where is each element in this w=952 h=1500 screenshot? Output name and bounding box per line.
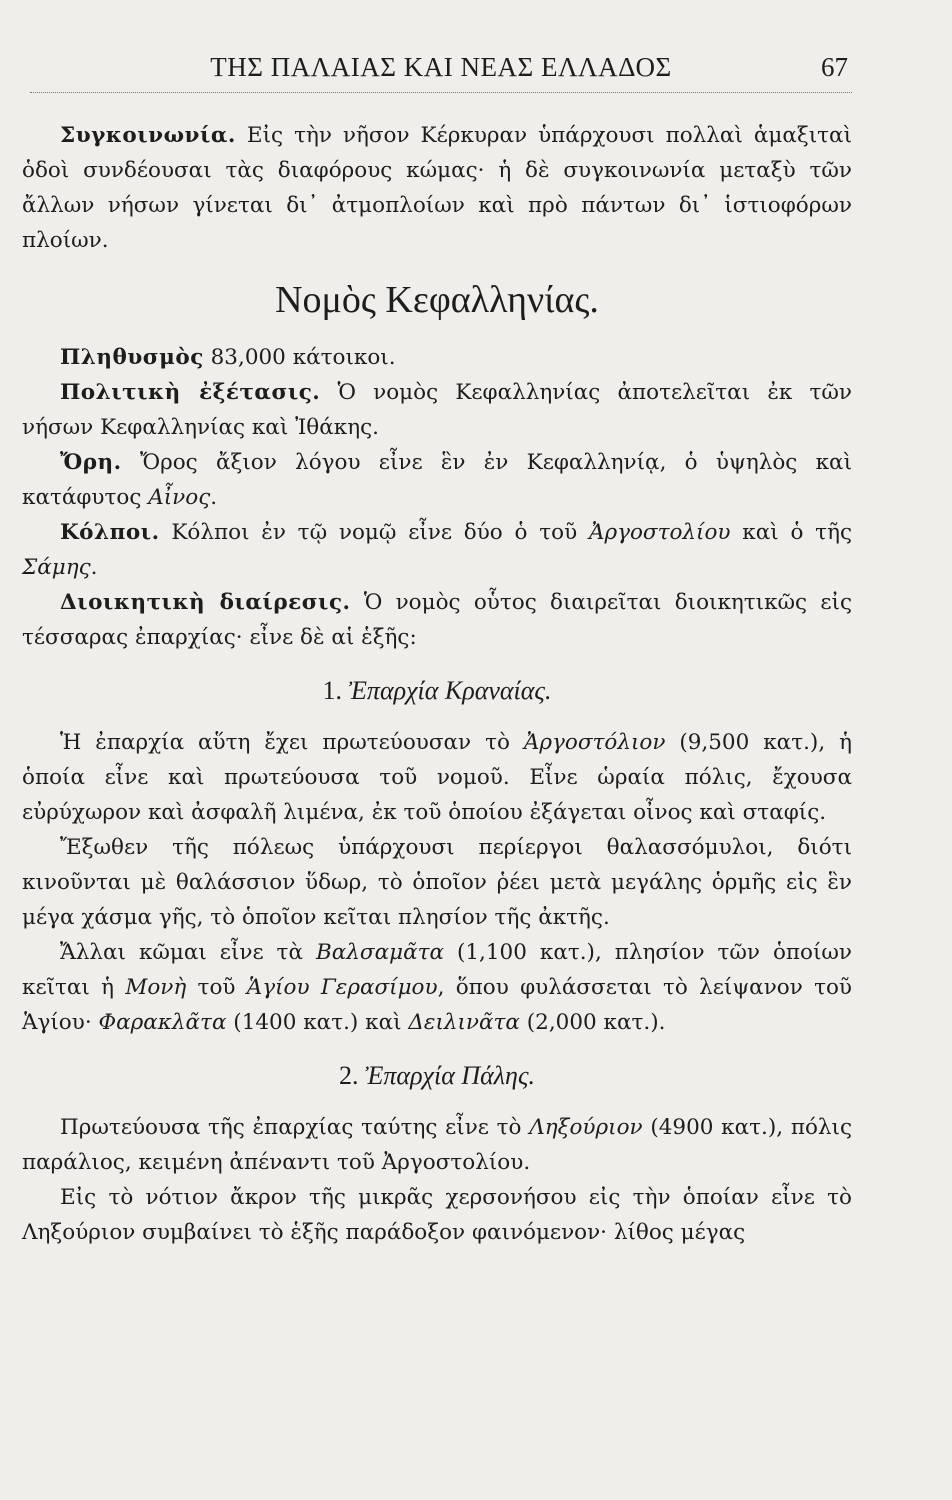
subsection-title-pali — [22, 1056, 852, 1096]
paragraph-text: Πρωτεύουσα τῆς ἐπαρχίας ταύτης εἶνε τὸ — [60, 1115, 530, 1140]
paragraph-text: Ὁ νομὸς Κεφαλληνίας ἀποτελεῖται ἐκ τῶν νήσων Κεφαλληνίας καὶ Ἰθάκης. — [22, 380, 852, 440]
paragraph-text: (9,500 κατ.), ἡ ὁποία εἶνε καὶ πρωτεύουσα τοῦ νομοῦ. Εἶνε ὡραία πόλις, ἔχουσα εὐρύχωρον καὶ ἀσφαλῆ λιμένα, ἐκ τοῦ ὁποίου ἐξάγεται οἶνος καὶ σταφίς. — [22, 730, 852, 825]
paragraph-text: , ὅπου φυλάσσεται τὸ λείψανον τοῦ Ἁγίου· — [22, 975, 852, 1035]
paragraph-text: (1,100 κατ.), πλησίον τῶν ὁποίων κεῖται ἡ — [22, 940, 852, 1000]
italic-name: Αἶνος — [148, 485, 211, 510]
heading-division: Διοικητικὴ διαίρεσις. — [60, 590, 351, 615]
paragraph-text: καὶ ὁ τῆς — [730, 520, 852, 545]
running-header — [30, 52, 852, 93]
paragraph-text: Ἄλλαι κῶμαι εἶνε τὰ — [60, 940, 316, 965]
subsection-name: Ἐπαρχία Πάλης. — [364, 1061, 535, 1090]
paragraph-villages — [22, 935, 852, 1040]
paragraph-gulfs — [22, 515, 852, 585]
heading-population: Πληθυσμὸς — [60, 345, 204, 370]
heading-communication: Συγκοινωνία. — [60, 123, 236, 148]
paragraph-phenomenon: Εἰς τὸ νότιον ἄκρον τῆς μικρᾶς χερσονήσου εἰς τὴν ὁποίαν εἶνε τὸ Ληξούριον συμβαίνει τὸ ἑξῆς παράδοξον φαινόμενον· λίθος μέγας — [22, 1185, 852, 1245]
paragraph-communication — [22, 118, 852, 258]
italic-name: Μονὴ — [125, 975, 187, 1000]
paragraph-text: Ὄρος ἄξιον λόγου εἶνε ἓν ἐν Κεφαλληνίᾳ, ὁ ὑψηλὸς καὶ κατάφυτος — [22, 450, 852, 510]
paragraph-text: (1400 κατ.) καὶ — [226, 1010, 409, 1035]
paragraph-text: Ἡ ἐπαρχία αὕτη ἔχει πρωτεύουσαν τὸ — [60, 730, 524, 755]
page-body — [22, 118, 852, 1250]
italic-name: Δειλινᾶτα — [408, 1010, 520, 1035]
paragraph-mountains — [22, 445, 852, 515]
paragraph-political — [22, 375, 852, 445]
paragraph-text: Κόλποι ἐν τῷ νομῷ εἶνε δύο ὁ τοῦ — [159, 520, 589, 545]
italic-name: Φαρακλᾶτα — [98, 1010, 227, 1035]
italic-name: Βαλσαμᾶτα — [315, 940, 444, 965]
paragraph-text: Εἰς τὴν νῆσον Κέρκυραν ὑπάρχουσι πολλαὶ ἁμαξιταὶ ὁδοὶ συνδέουσαι τὰς διαφόρους κώμας· ἡ δὲ συγκοινωνία μεταξὺ τῶν ἄλλων νήσων γίνεται δι᾽ ἀτμοπλοίων καὶ πρὸ πάντων δι᾽ ἱστιοφόρων πλοίων. — [22, 123, 852, 253]
paragraph-division — [22, 585, 852, 655]
subsection-number: 2. — [338, 1061, 359, 1090]
italic-name: Ἀργοστόλιον — [523, 730, 666, 755]
paragraph-population — [22, 340, 852, 375]
heading-mountains: Ὄρη. — [60, 450, 122, 475]
subsection-title-kranaia — [22, 671, 852, 711]
paragraph-text: 83,000 κάτοικοι. — [203, 345, 396, 370]
italic-name: Ἁγίου Γερασίμου — [246, 975, 438, 1000]
paragraph-text: . — [210, 485, 218, 510]
heading-gulfs: Κόλποι. — [60, 520, 160, 545]
italic-name: Σάμης — [22, 555, 91, 580]
paragraph-text: (4900 κατ.), πόλις παράλιος, κειμένη ἀπέναντι τοῦ Ἀργοστολίου. — [22, 1115, 852, 1175]
subsection-number: 1. — [322, 676, 343, 705]
italic-name: Ληξούριον — [529, 1115, 643, 1140]
paragraph-text: (2,000 κατ.). — [519, 1010, 666, 1035]
subsection-name: Ἐπαρχία Κραναίας. — [348, 676, 552, 705]
paragraph-sea-mills: Ἔξωθεν τῆς πόλεως ὑπάρχουσι περίεργοι θαλασσόμυλοι, διότι κινοῦνται μὲ θαλάσσιον ὕδωρ, τὸ ὁποῖον ῥέει μετὰ μεγάλης ὁρμῆς εἰς ἓν μέγα χάσμα γῆς, τὸ ὁποῖον κεῖται πλησίον τῆς ἀκτῆς. — [22, 835, 852, 930]
page-number: 67 — [821, 52, 848, 82]
header-title: ΤΗΣ ΠΑΛΑΙΑΣ ΚΑΙ ΝΕΑΣ ΕΛΛΑΔΟΣ — [210, 52, 672, 82]
paragraph-text: . — [90, 555, 98, 580]
italic-name: Ἀργοστολίου — [588, 520, 731, 545]
paragraph-text: Ὁ νομὸς οὗτος διαιρεῖται διοικητικῶς εἰς τέσσαρας ἐπαρχίας· εἶνε δὲ αἱ ἑξῆς: — [22, 590, 852, 650]
section-title: Νομὸς Κεφαλληνίας. — [275, 279, 599, 321]
paragraph-argostoli — [22, 725, 852, 830]
heading-political: Πολιτικὴ ἐξέτασις. — [60, 380, 321, 405]
paragraph-lixouri — [22, 1110, 852, 1180]
paragraph-text: τοῦ — [186, 975, 247, 1000]
